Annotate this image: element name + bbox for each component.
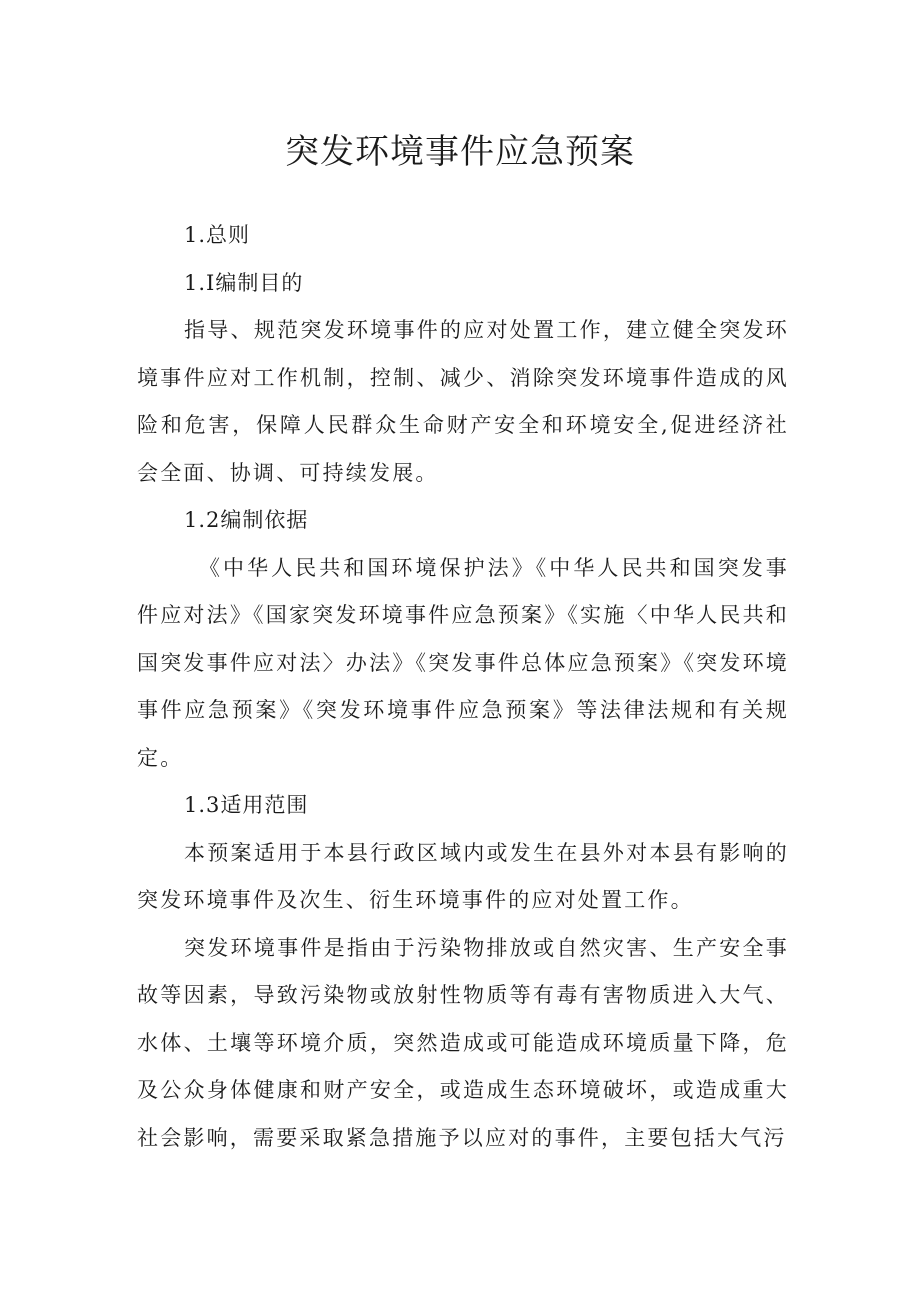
section-heading-basis: 1.2编制依据 [184, 508, 309, 532]
document-body [137, 212, 789, 1162]
paragraph-purpose: 指导、规范突发环境事件的应对处置工作，建立健全突发环境事件应对工作机制，控制、减少、消除突发环境事件造成的风险和危害，保障人民群众生命财产安全和环境安全,促进经济社会全面、协调、可持续发展。 [137, 318, 789, 485]
paragraph-definition: 突发环境事件是指由于污染物排放或自然灾害、生产安全事故等因素，导致污染物或放射性物质等有毒有害物质进入大气、水体、土壤等环境介质，突然造成或可能造成环境质量下降，危及公众身体健康和财产安全，或造成生态环境破坏，或造成重大社会影响，需要采取紧急措施予以应对的事件，主要包括大气污 [137, 935, 789, 1150]
section-heading-purpose: 1.I编制目的 [184, 270, 304, 295]
section-heading-scope: 1.3适用范围 [184, 793, 309, 817]
section-heading-general: 1.总则 [184, 223, 251, 247]
document-title: 突发环境事件应急预案 [285, 132, 635, 172]
paragraph-scope: 本预案适用于本县行政区域内或发生在县外对本县有影响的突发环境事件及次生、衍生环境事件的应对处置工作。 [137, 840, 789, 912]
paragraph-basis: 《中华人民共和国环境保护法》《中华人民共和国突发事件应对法》《国家突发环境事件应急预案》《实施〈中华人民共和国突发事件应对法〉办法》《突发事件总体应急预案》《突发环境事件应急预案》《突发环境事件应急预案》等法律法规和有关规定。 [137, 555, 789, 770]
